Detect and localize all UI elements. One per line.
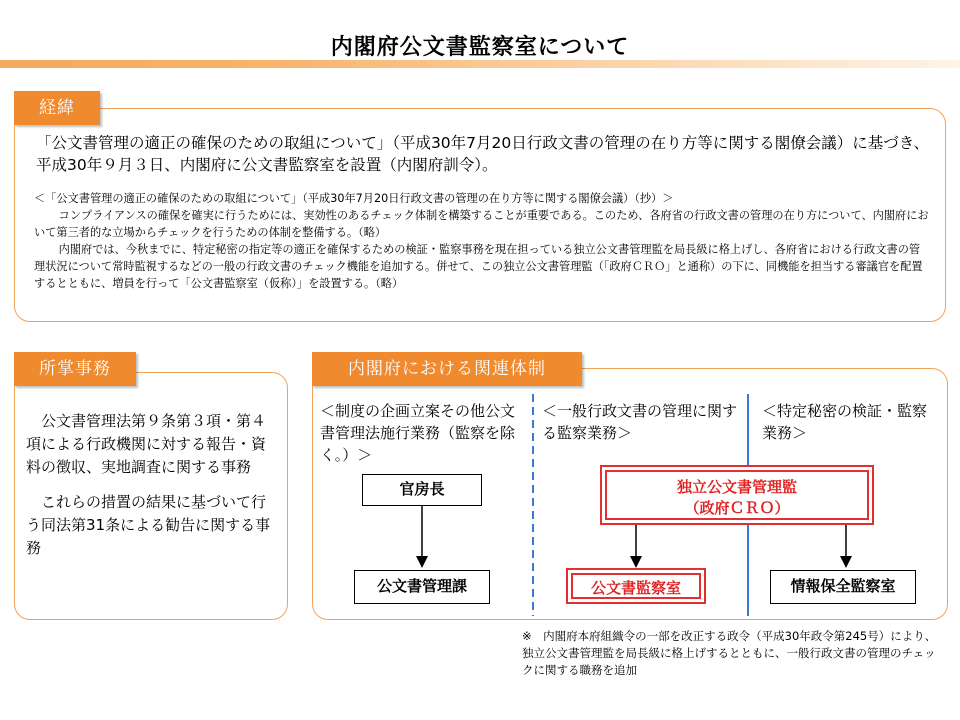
keii-main-text: 「公文書管理の適正の確保のための取組について」（平成30年7月20日行政文書の管理の在り方等に関する閣僚会議）に基づき、平成30年９月３日、内閣府に公文書監察室を設置（内閣府訓令）。 — [36, 134, 930, 174]
col1-heading: ＜制度の企画立案その他公文書管理法施行業務（監察を除く。）＞ — [320, 402, 516, 464]
quote-paragraph-1: コンプライアンスの確保を確実に行うためには、実効性のあるチェック体制を構築することが重要である。このため、各府省の行政文書の管理の在り方について、内閣府において第三者的な立場からチェックを行うための体制を整備する。（略） — [34, 209, 929, 239]
keii-tab: 経緯 — [14, 91, 100, 125]
node-kanri: 公文書管理課 — [354, 570, 490, 604]
page-title: 内閣府公文書監察室について — [330, 35, 630, 60]
footnote: ※ 内閣府本府組織令の一部を改正する政令（平成30年政令第245号）により、独立公文書管理監を局長級に格上げするとともに、一般行政文書の管理のチェックに関する職務を追加 — [522, 629, 937, 677]
node-kansatsu — [566, 568, 706, 604]
node-joho: 情報保全監察室 — [770, 570, 916, 604]
node-kanbo: 官房長 — [362, 474, 482, 506]
node-kansatsu-inner: 公文書監察室 — [571, 573, 701, 599]
shosho-paragraph-1: 公文書管理法第９条第３項・第４項による行政機関に対する報告・資料の徴収、実地調査に関する事務 — [26, 412, 267, 476]
taisei-tab: 内閣府における関連体制 — [312, 352, 582, 386]
node-kanrikan — [600, 465, 874, 525]
node-kanrikan-inner — [605, 470, 869, 520]
col3-heading: ＜特定秘密の検証・監察業務＞ — [762, 402, 928, 442]
col2-heading: ＜一般行政文書の管理に関する監察業務＞ — [542, 402, 738, 442]
quote-paragraph-2: 内閣府では、今秋までに、特定秘密の指定等の適正を確保するための検証・監察事務を現在担っている独立公文書管理監を局長級に格上げし、各府省における行政文書の管理状況について常時監視するなどの一般の行政文書のチェック機能を追加する。併せて、この独立公文書管理監（「政府ＣＲＯ」と通称）の下に、同機能を担当する審議官を配置するとともに、増員を行って「公文書監察室（仮称）」を設置する。（略） — [34, 243, 923, 290]
shosho-tab: 所掌事務 — [14, 352, 136, 386]
shosho-paragraph-2: これらの措置の結果に基づいて行う同法第31条による勧告に関する事務 — [26, 493, 271, 557]
node-kanrikan-line2: （政府ＣＲＯ） — [684, 499, 790, 517]
node-kanrikan-line1: 独立公文書管理監 — [676, 478, 797, 496]
quote-heading: ＜「公文書管理の適正の確保のための取組について」（平成30年7月20日行政文書の管理の在り方等に関する閣僚会議）（抄）＞ — [34, 192, 674, 205]
